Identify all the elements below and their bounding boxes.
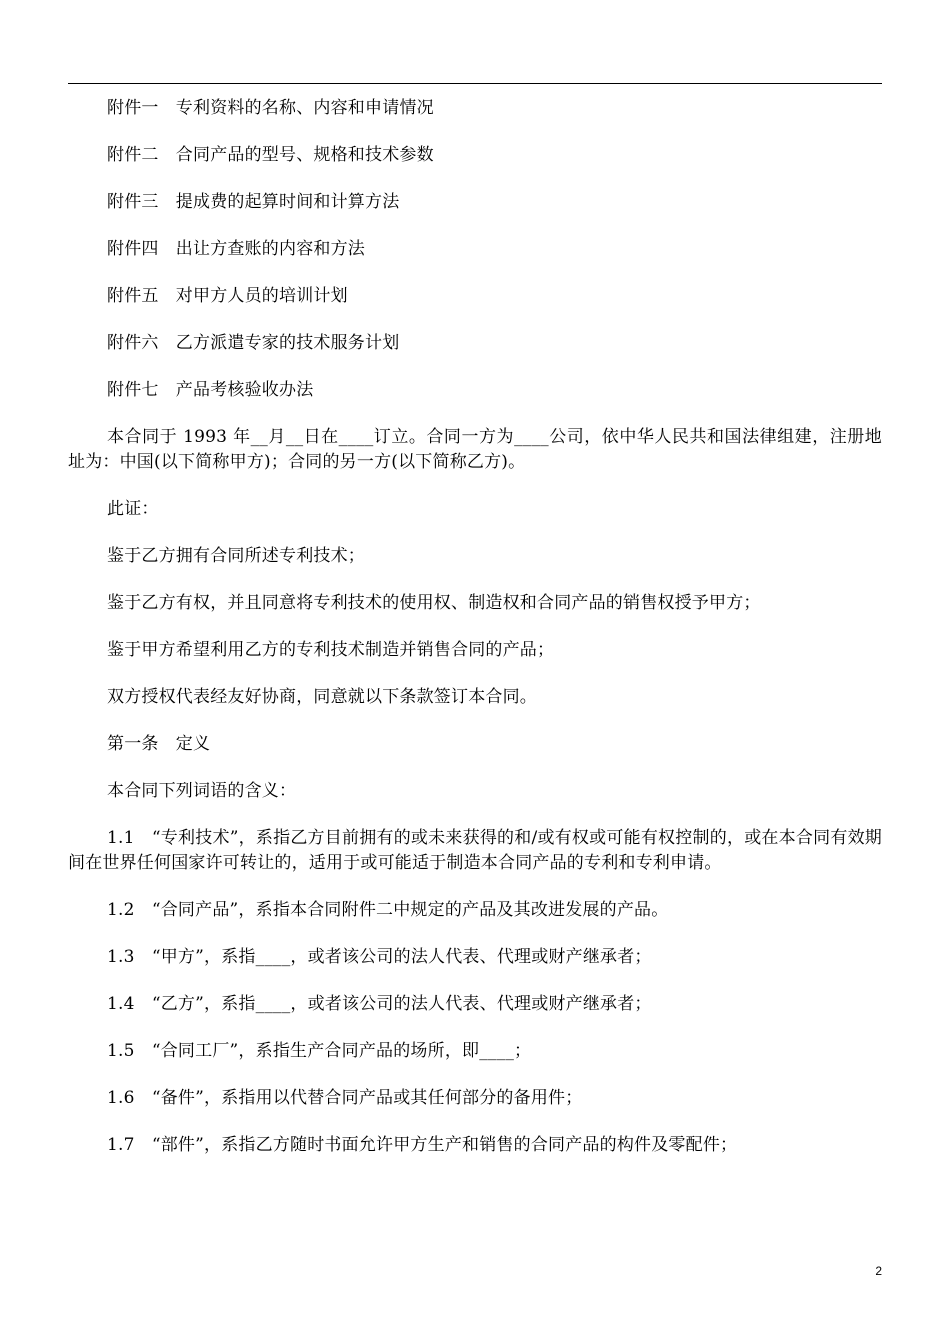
witness-line: 此证：: [107, 499, 159, 519]
definition-item: 1.1 “专利技术”，系指乙方目前拥有的或未来获得的和/或有权或可能有权控制的，或在本合同有效期间在世界任何国家许可转让的，适用于或可能适于制造本合同产品的专利和专利申请。: [68, 828, 882, 873]
attachment-item: 附件六 乙方派遣专家的技术服务计划: [107, 333, 400, 353]
recital-paragraph: 鉴于甲方希望利用乙方的专利技术制造并销售合同的产品；: [107, 640, 555, 660]
recital-paragraph: 鉴于乙方有权，并且同意将专利技术的使用权、制造权和合同产品的销售权授予甲方；: [107, 593, 761, 613]
attachment-item: 附件一 专利资料的名称、内容和申请情况: [107, 98, 434, 118]
definition-item: 1.2 “合同产品”，系指本合同附件二中规定的产品及其改进发展的产品。: [107, 900, 669, 920]
definition-item: 1.3 “甲方”，系指____，或者该公司的法人代表、代理或财产继承者；: [107, 947, 652, 967]
article-intro: 本合同下列词语的含义：: [107, 781, 297, 801]
article-title: 第一条 定义: [107, 734, 211, 754]
definition-item: 1.4 “乙方”，系指____，或者该公司的法人代表、代理或财产继承者；: [107, 994, 652, 1014]
recital-paragraph: 鉴于乙方拥有合同所述专利技术；: [107, 546, 365, 566]
preamble-paragraph: 本合同于 1993 年__月__日在____订立。合同一方为____公司，依中华人民共和国法律组建，注册地址为：中国(以下简称甲方)；合同的另一方(以下简称乙方)。: [68, 427, 882, 472]
attachment-item: 附件五 对甲方人员的培训计划: [107, 286, 348, 306]
definition-item: 1.5 “合同工厂”，系指生产合同产品的场所，即____；: [107, 1041, 532, 1061]
definition-item: 1.6 “备件”，系指用以代替合同产品或其任何部分的备用件；: [107, 1088, 583, 1108]
page-number: 2: [875, 1264, 882, 1278]
document-body: [68, 96, 882, 1180]
recital-paragraph: 双方授权代表经友好协商，同意就以下条款签订本合同。: [107, 687, 537, 707]
header-rule: [68, 83, 882, 84]
definition-item: 1.7 “部件”，系指乙方随时书面允许甲方生产和销售的合同产品的构件及零配件；: [107, 1135, 738, 1155]
attachment-item: 附件三 提成费的起算时间和计算方法: [107, 192, 400, 212]
attachment-item: 附件二 合同产品的型号、规格和技术参数: [107, 145, 434, 165]
attachment-item: 附件七 产品考核验收办法: [107, 380, 314, 400]
attachment-item: 附件四 出让方查账的内容和方法: [107, 239, 365, 259]
